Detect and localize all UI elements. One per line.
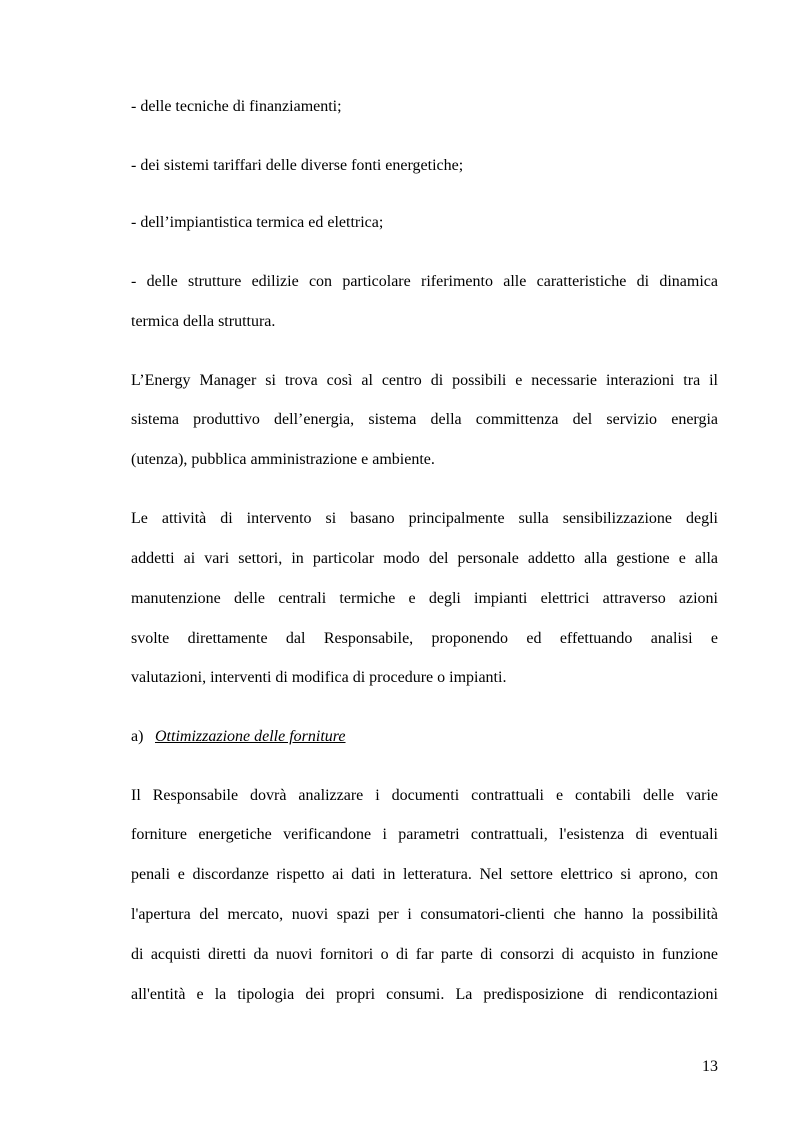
bullet-item-building-structures-line-1: - delle strutture edilizie con particolare riferimento alle caratteristiche di dinamica <box>131 273 718 290</box>
paragraph-supplies-line-5: di acquisti diretti da nuovi fornitori o di far parte di consorzi di acquisto in funzione <box>131 946 718 963</box>
section-heading-label: a) <box>131 728 144 745</box>
page-number: 13 <box>702 1058 718 1075</box>
bullet-item-financing: - delle tecniche di finanziamenti; <box>131 98 342 115</box>
paragraph-supplies-line-2: forniture energetiche verificandone i parametri contrattuali, l'esistenza di eventuali <box>131 826 718 843</box>
bullet-item-tariff-systems: - dei sistemi tariffari delle diverse fonti energetiche; <box>131 157 464 174</box>
paragraph-supplies-line-1: Il Responsabile dovrà analizzare i documenti contrattuali e contabili delle varie <box>131 787 718 804</box>
paragraph-supplies-line-4: l'apertura del mercato, nuovi spazi per i consumatori-clienti che hanno la possibilità <box>131 906 718 923</box>
paragraph-energy-manager-line-2: sistema produttivo dell’energia, sistema della committenza del servizio energia <box>131 411 718 428</box>
paragraph-supplies-line-6: all'entità e la tipologia dei propri consumi. La predisposizione di rendicontazioni <box>131 986 718 1003</box>
paragraph-activities-line-5: valutazioni, interventi di modifica di procedure o impianti. <box>131 669 507 686</box>
paragraph-activities-line-1: Le attività di intervento si basano principalmente sulla sensibilizzazione degli <box>131 510 718 527</box>
paragraph-energy-manager-line-3: (utenza), pubblica amministrazione e ambiente. <box>131 451 435 468</box>
section-heading <box>131 727 718 747</box>
paragraph-energy-manager-line-1: L’Energy Manager si trova così al centro di possibili e necessarie interazioni tra il <box>131 372 718 389</box>
bullet-item-building-structures-line-2: termica della struttura. <box>131 313 276 330</box>
section-heading-title: Ottimizzazione delle forniture <box>155 728 346 745</box>
paragraph-activities-line-4: svolte direttamente dal Responsabile, proponendo ed effettuando analisi e <box>131 630 718 647</box>
paragraph-supplies-line-3: penali e discordanze rispetto ai dati in letteratura. Nel settore elettrico si aprono, con <box>131 866 718 883</box>
paragraph-activities-line-2: addetti ai vari settori, in particolar modo del personale addetto alla gestione e alla <box>131 550 718 567</box>
bullet-item-plant-engineering: - dell’impiantistica termica ed elettrica; <box>131 214 384 231</box>
paragraph-activities-line-3: manutenzione delle centrali termiche e degli impianti elettrici attraverso azioni <box>131 590 718 607</box>
